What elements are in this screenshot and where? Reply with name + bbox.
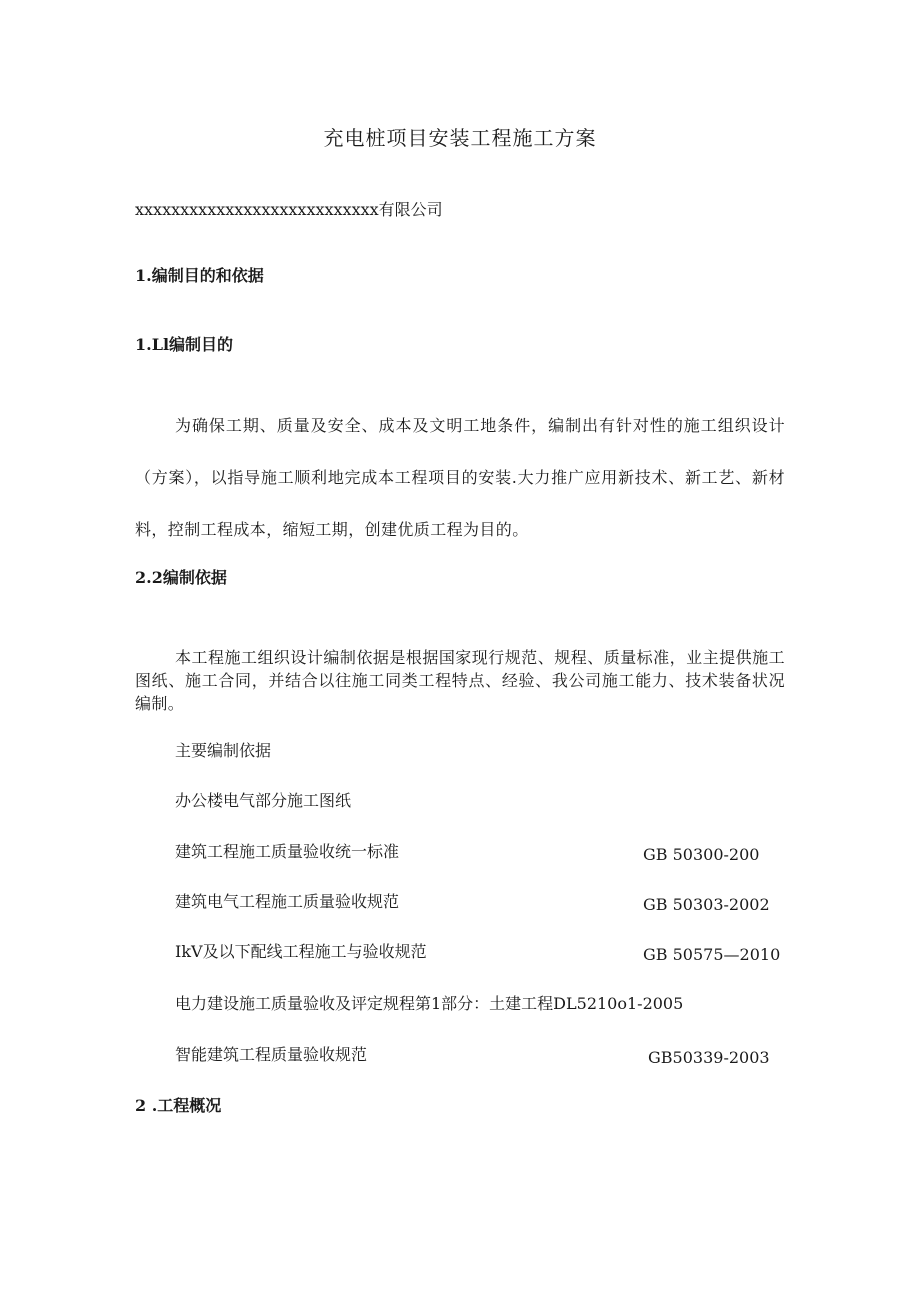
basis-item-code: GB 50300-200 <box>643 845 760 864</box>
basis-item-code: GB50339-2003 <box>648 1048 770 1067</box>
basis-item-name: 办公楼电气部分施工图纸 <box>175 791 352 810</box>
section-heading-1-1: 1.Ll编制目的 <box>135 335 234 354</box>
basis-item-name: 电力建设施工质量验收及评定规程第1部分：土建工程DL5210o1-2005 <box>175 994 684 1013</box>
section-heading-2: 2 .工程概况 <box>135 1096 222 1115</box>
basis-item-name: 建筑工程施工质量验收统一标准 <box>175 842 400 861</box>
basis-item-name: 智能建筑工程质量验收规范 <box>175 1045 368 1064</box>
basis-item-name: IkV及以下配线工程施工与验收规范 <box>175 942 427 961</box>
purpose-paragraph: 为确保工期、质量及安全、成本及文明工地条件，编制出有针对性的施工组织设计（方案），以指导施工顺利地完成本工程项目的安装.大力推广应用新技术、新工艺、新材料，控制工程成本，缩短工期，创建优质工程为目的。 <box>135 416 785 539</box>
section-heading-2-2: 2.2编制依据 <box>135 568 227 587</box>
basis-item-code: GB 50303-2002 <box>643 895 770 914</box>
basis-item-name: 建筑电气工程施工质量验收规范 <box>175 892 400 911</box>
basis-intro: 主要编制依据 <box>175 741 272 760</box>
section-heading-1: 1.编制目的和依据 <box>135 266 264 285</box>
basis-paragraph: 本工程施工组织设计编制依据是根据国家现行规范、规程、质量标准，业主提供施工图纸、施工合同，并结合以往施工同类工程特点、经验、我公司施工能力、技术装备状况编制。 <box>135 648 785 713</box>
company-name: xxxxxxxxxxxxxxxxxxxxxxxxxxx有限公司 <box>135 200 443 219</box>
basis-item-code: GB 50575—2010 <box>643 945 781 964</box>
document-title: 充电桩项目安装工程施工方案 <box>323 126 597 150</box>
